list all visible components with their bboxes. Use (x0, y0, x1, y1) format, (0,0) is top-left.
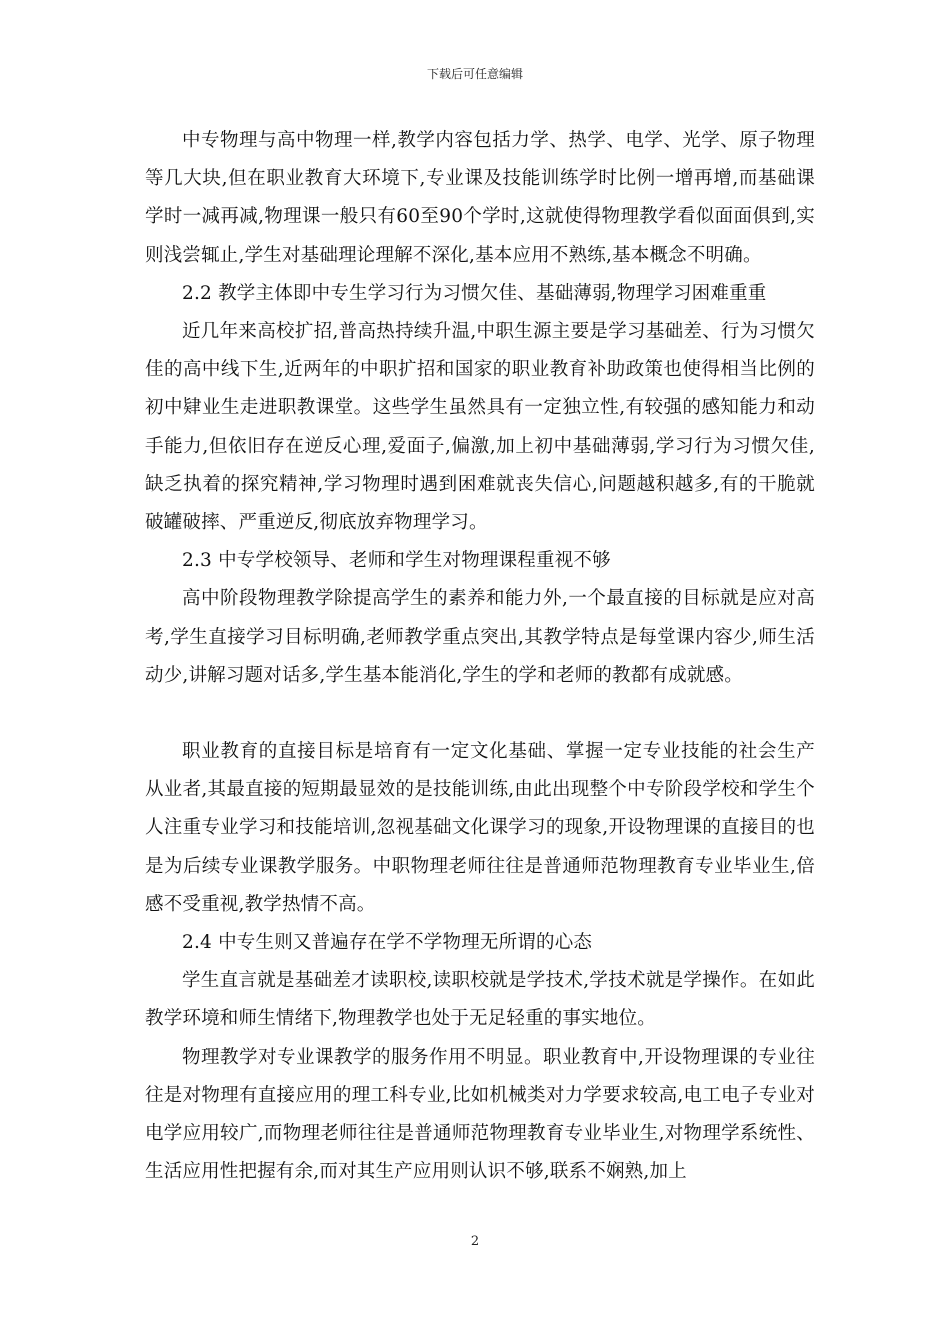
section-heading-2-4: 2.4 中专生则又普遍存在学不学物理无所谓的心态 (182, 932, 593, 954)
section-heading-2-3: 2.3 中专学校领导、老师和学生对物理课程重视不够 (182, 550, 611, 572)
paragraph-1: 中专物理与高中物理一样,教学内容包括力学、热学、电学、光学、原子物理等几大块,但在职业教育大环境下,专业课及技能训练学时比例一增再增,而基础课学时一减再减,物理课一般只有60至90个学时,这就使得物理教学看似面面俱到,实则浅尝辄止,学生对基础理论理解不深化,基本应用不熟练,基本概念不明确。 (145, 130, 815, 266)
document-body (145, 122, 815, 1191)
paragraph-5: 学生直言就是基础差才读职校,读职校就是学技术,学技术就是学操作。在如此教学环境和师生情绪下,物理教学也处于无足轻重的事实地位。 (145, 970, 815, 1030)
paragraph-6: 物理教学对专业课教学的服务作用不明显。职业教育中,开设物理课的专业往往是对物理有直接应用的理工科专业,比如机械类对力学要求较高,电工电子专业对电学应用较广,而物理老师往往是普通师范物理教育专业毕业生,对物理学系统性、生活应用性把握有余,而对其生产应用则认识不够,联系不娴熟,加上 (145, 1046, 815, 1183)
page-number: 2 (470, 1234, 480, 1249)
paragraph-3: 高中阶段物理教学除提高学生的素养和能力外,一个最直接的目标就是应对高考,学生直接学习目标明确,老师教学重点突出,其教学特点是每堂课内容少,师生活动少,讲解习题对话多,学生基本能消化,学生的学和老师的教都有成就感。 (145, 588, 815, 686)
paragraph-4: 职业教育的直接目标是培育有一定文化基础、掌握一定专业技能的社会生产从业者,其最直接的短期最显效的是技能训练,由此出现整个中专阶段学校和学生个人注重专业学习和技能培训,忽视基础文化课学习的现象,开设物理课的直接目的也是为后续专业课教学服务。中职物理老师往往是普通师范物理教育专业毕业生,倍感不受重视,教学热情不高。 (145, 741, 815, 915)
paragraph-spacer (145, 695, 815, 733)
page-header-note: 下载后可任意编辑 (426, 67, 523, 81)
section-heading-2-2: 2.2 教学主体即中专生学习行为习惯欠佳、基础薄弱,物理学习困难重重 (182, 282, 767, 304)
paragraph-2: 近几年来高校扩招,普高热持续升温,中职生源主要是学习基础差、行为习惯欠佳的高中线下生,近两年的中职扩招和国家的职业教育补助政策也使得相当比例的初中肄业生走进职教课堂。这些学生虽然具有一定独立性,有较强的感知能力和动手能力,但依旧存在逆反心理,爱面子,偏激,加上初中基础薄弱,学习行为习惯欠佳,缺乏执着的探究精神,学习物理时遇到困难就丧失信心,问题越积越多,有的干脆就破罐破摔、严重逆反,彻底放弃物理学习。 (145, 321, 815, 534)
